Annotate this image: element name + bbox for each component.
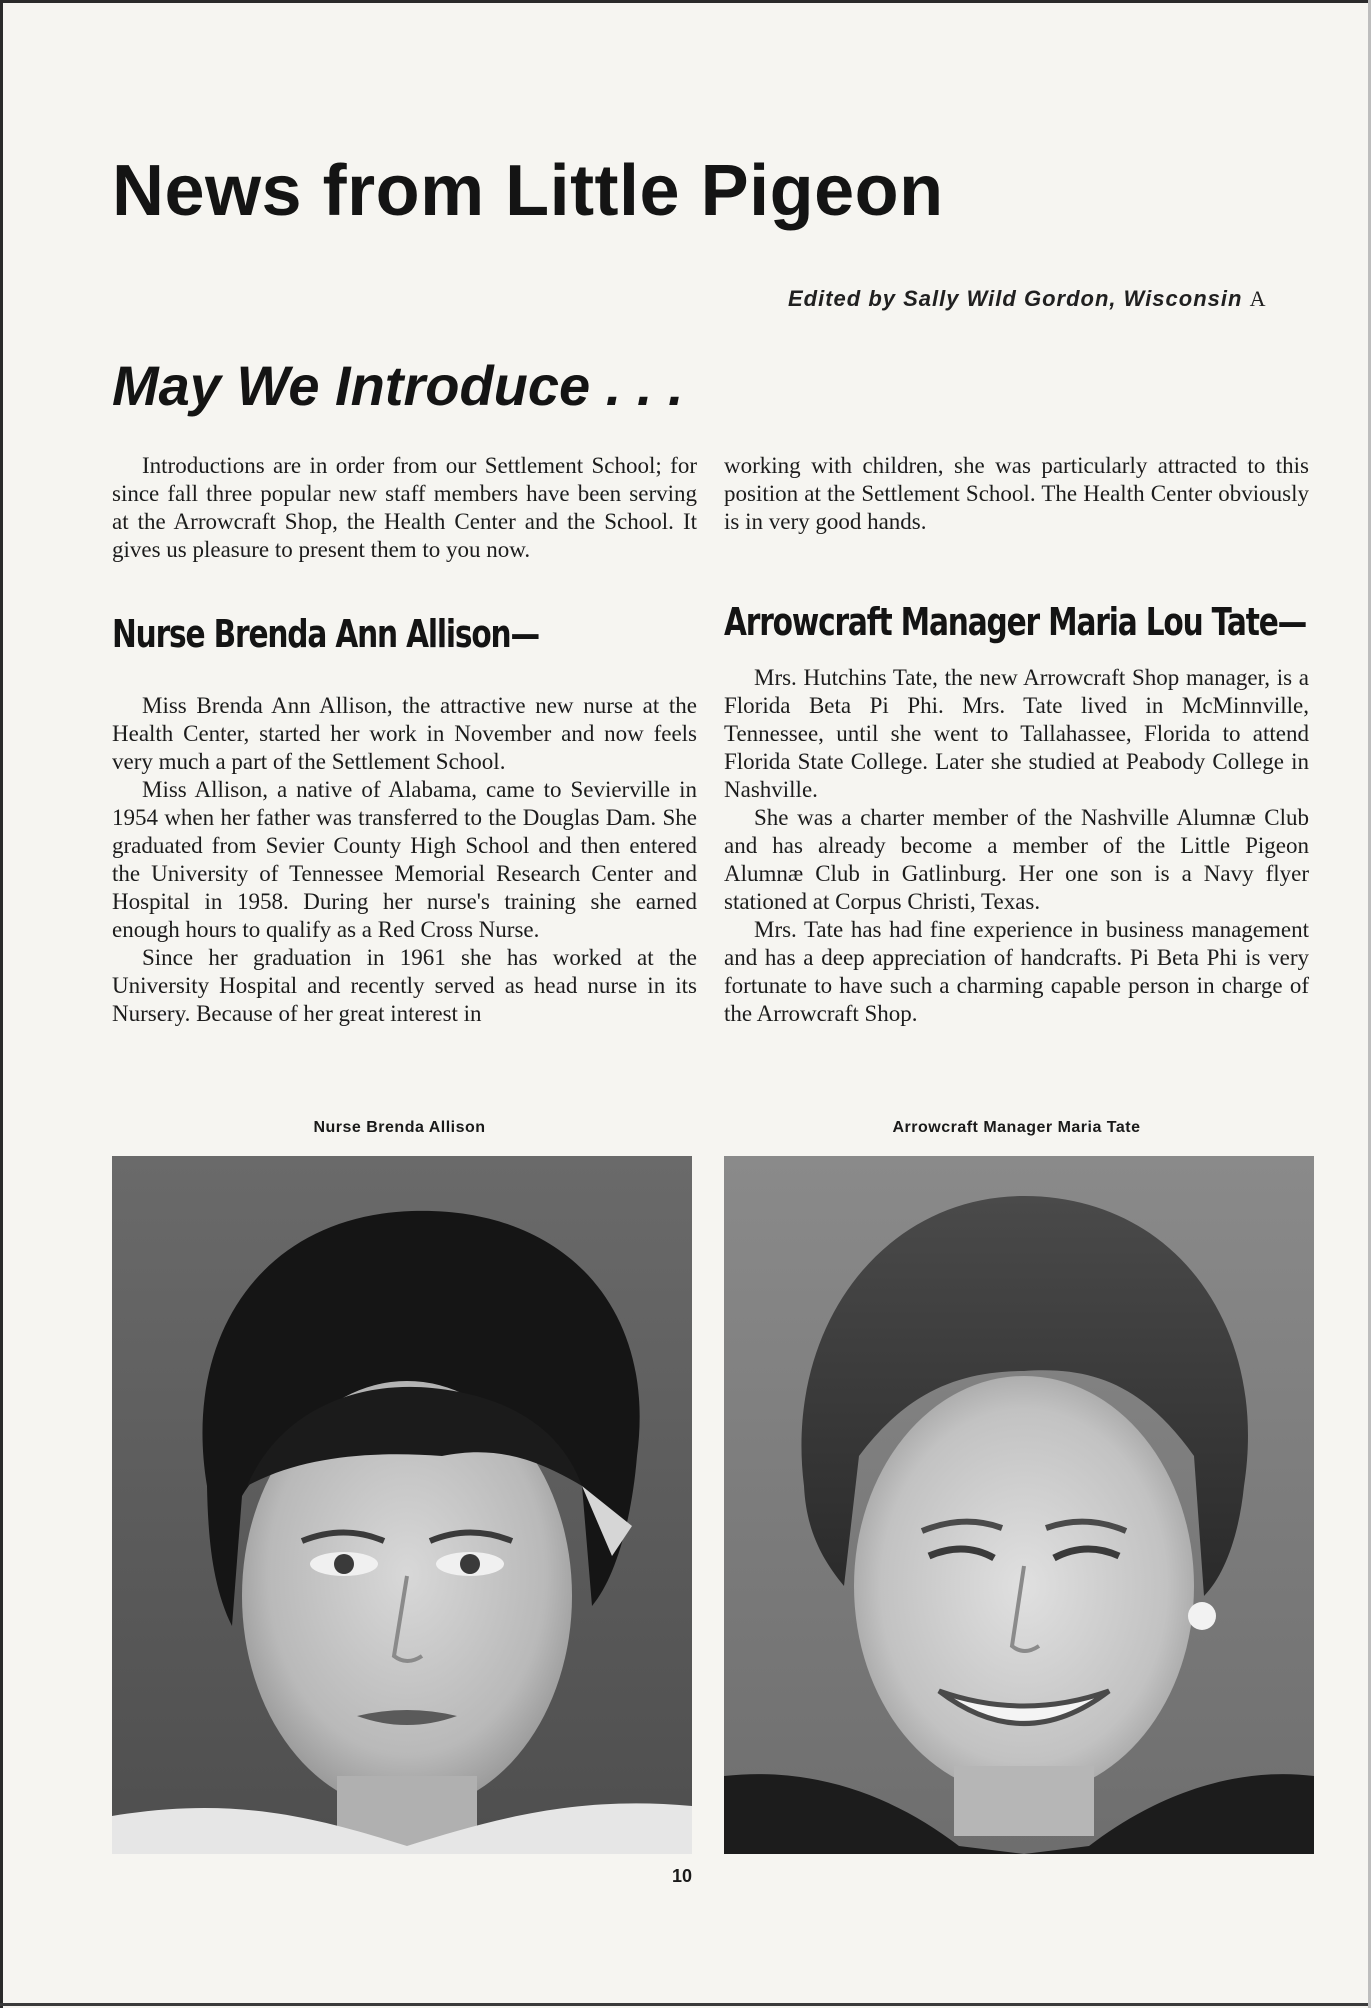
- section-nurse-allison-body: [112, 692, 697, 1028]
- intro-paragraph: Introductions are in order from our Settlement School; for since fall three popular new staff members have been serving at the Arrowcraft Shop, the Health Center and the School. It gives us pleasure to present them to you now.: [112, 453, 697, 562]
- tate-paragraph-2: She was a charter member of the Nashville Alumnæ Club and has already become a member of the Little Pigeon Alumnæ Club in Gatlinburg. Her one son is a Navy flyer stationed at Corpus Christi, Texas.: [724, 805, 1309, 914]
- byline-school: Wisconsin: [1123, 286, 1243, 311]
- page-border-left: [0, 0, 3, 2008]
- page-title: News from Little Pigeon: [112, 151, 944, 231]
- tate-paragraph-1: Mrs. Hutchins Tate, the new Arrowcraft Shop manager, is a Florida Beta Pi Phi. Mrs. Tate lived in McMinnville, Tennessee, until she went to Tallahassee, Florida to attend Florida State College. Later she studied at Peabody College in Nashville.: [724, 665, 1309, 802]
- caption-nurse-allison: Nurse Brenda Allison: [313, 1119, 486, 1136]
- article-title: May We Introduce . . .: [112, 354, 684, 417]
- intro-block: [112, 452, 697, 564]
- allison-continuation-block: [724, 452, 1309, 536]
- page-border-bottom: [0, 2003, 1371, 2006]
- allison-paragraph-1: Miss Brenda Ann Allison, the attractive new nurse at the Health Center, started her work in November and now feels very much a part of the Settlement School.: [112, 693, 697, 774]
- byline: [788, 286, 1266, 312]
- heading-manager-tate: Arrowcraft Manager Maria Lou Tate—: [724, 600, 1307, 644]
- byline-chapter: A: [1249, 286, 1267, 311]
- byline-editor: Edited by Sally Wild Gordon,: [788, 286, 1117, 311]
- heading-nurse-allison: Nurse Brenda Ann Allison—: [112, 612, 539, 656]
- page-number: 10: [671, 1866, 693, 1886]
- allison-paragraph-2: Miss Allison, a native of Alabama, came to Sevierville in 1954 when her father was transferred to the Douglas Dam. She graduated from Sevier County High School and then entered the University of Tennessee Memorial Research Center and Hospital in 1958. During her nurse's training she earned enough hours to qualify as a Red Cross Nurse.: [112, 777, 697, 942]
- portrait-photo-manager-tate: [724, 1156, 1314, 1854]
- portrait-photo-icon: [112, 1156, 692, 1854]
- page-border-top: [0, 0, 1371, 3]
- section-manager-tate-body: [724, 664, 1309, 1028]
- portrait-photo-icon: [724, 1156, 1314, 1854]
- allison-paragraph-continued: working with children, she was particularly attracted to this position at the Settlement School. The Health Center obviously is in very good hands.: [724, 453, 1309, 534]
- tate-paragraph-3: Mrs. Tate has had fine experience in business management and has a deep appreciation of handcrafts. Pi Beta Phi is very fortunate to have such a charming capable person in charge of the Arrowcraft Shop.: [724, 917, 1309, 1026]
- caption-manager-tate: Arrowcraft Manager Maria Tate: [892, 1119, 1141, 1136]
- portrait-photo-nurse-allison: [112, 1156, 692, 1854]
- allison-paragraph-3: Since her graduation in 1961 she has worked at the University Hospital and recently served as head nurse in its Nursery. Because of her great interest in: [112, 945, 697, 1026]
